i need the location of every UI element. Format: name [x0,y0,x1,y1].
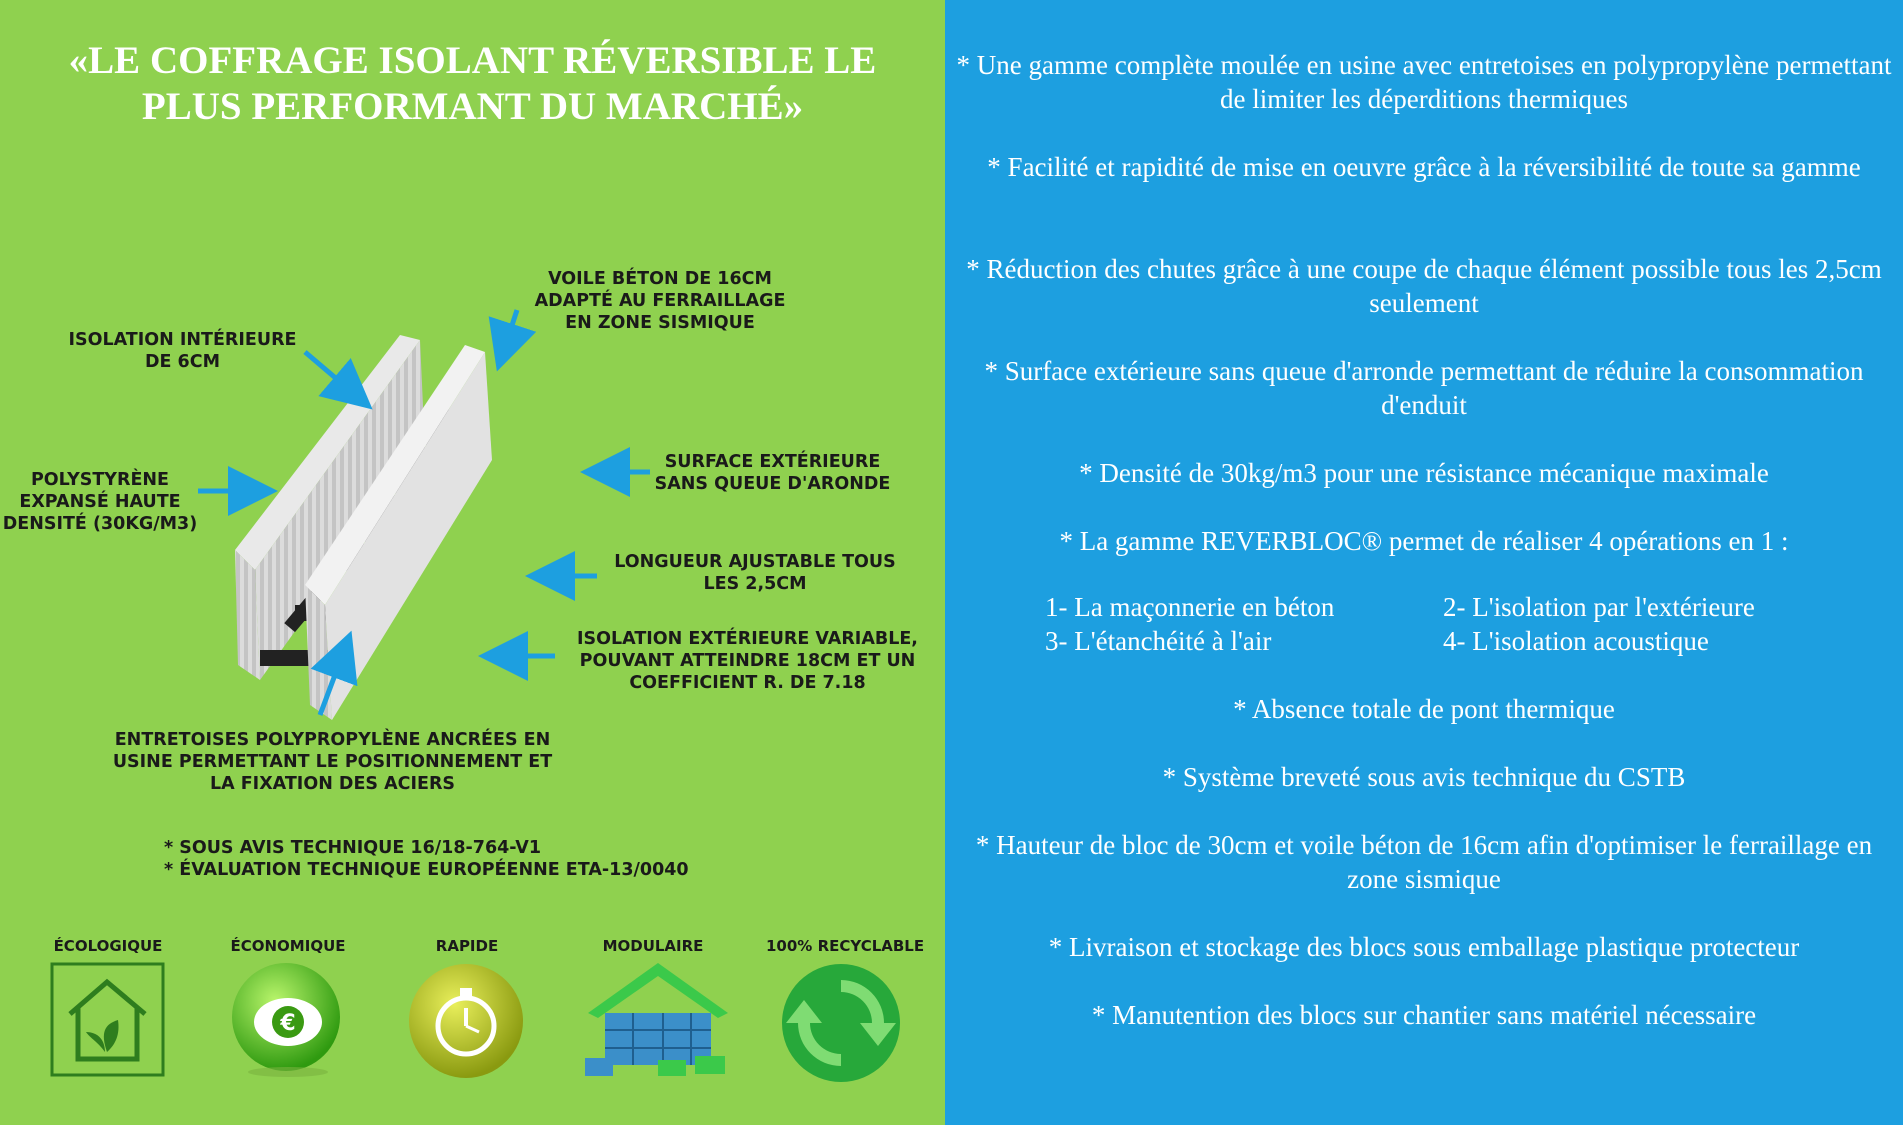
icon-label-economique: ÉCONOMIQUE [230,937,346,955]
icon-label-modulaire: MODULAIRE [602,937,704,955]
feature-livraison: * Livraison et stockage des blocs sous emballage plastique protecteur [1048,932,1800,962]
icon-label-recyclable: 100% RECYCLABLE [766,937,925,955]
feature-systeme-brevete: * Système breveté sous avis technique du CSTB [1162,762,1686,792]
arrow-entretoises [320,640,348,715]
stopwatch-icon [407,962,525,1080]
svg-text:€: € [280,1011,296,1036]
feature-manutention: * Manutention des blocs sur chantier sans matériel nécessaire [1091,1000,1757,1030]
label-entretoises: ENTRETOISES POLYPROPYLÈNE ANCRÉES EN USINE PERMETTANT LE POSITIONNEMENT ET LA FIXATION DES ACIERS [112,730,553,794]
label-longueur-ajustable: LONGUEUR AJUSTABLE TOUS LES 2,5CM [614,552,896,594]
feature-hauteur-bloc: * Hauteur de bloc de 30cm et voile béton de 16cm afin d'optimiser le ferraillage en zone sismique [975,830,1873,894]
operation-1: 1- La maçonnerie en béton [1045,592,1335,622]
feature-densite: * Densité de 30kg/m3 pour une résistance mécanique maximale [1079,458,1769,488]
operation-2: 2- L'isolation par l'extérieure [1443,592,1755,622]
feature-operations-intro: * La gamme REVERBLOC® permet de réaliser 4 opérations en 1 : [1059,526,1789,556]
page-title: «LE COFFRAGE ISOLANT RÉVERSIBLE LE PLUS PERFORMANT DU MARCHÉ» [68,39,877,128]
operation-3: 3- L'étanchéité à l'air [1045,626,1272,656]
operation-4: 4- L'isolation acoustique [1443,626,1709,656]
feature-gamme-complete: * Une gamme complète moulée en usine avec entretoises en polypropylène permettant de limiter les déperditions thermiques [956,50,1892,114]
label-voile-beton: VOILE BÉTON DE 16CM ADAPTÉ AU FERRAILLAGE EN ZONE SISMIQUE [534,269,786,333]
label-isolation-exterieure: ISOLATION EXTÉRIEURE VARIABLE, POUVANT ATTEINDRE 18CM ET UN COEFFICIENT R. DE 7.18 [577,629,918,693]
label-polystyrene: POLYSTYRÈNE EXPANSÉ HAUTE DENSITÉ (30KG/M3) [2,470,198,534]
feature-pont-thermique: * Absence totale de pont thermique [1233,694,1615,724]
piggy-bank-euro-icon [228,962,348,1077]
feature-reduction-chutes: * Réduction des chutes grâce à une coupe de chaque élément possible tous les 2,5cm seulement [966,254,1882,318]
label-surface-exterieure: SURFACE EXTÉRIEURE SANS QUEUE D'ARONDE [654,452,891,494]
feature-surface-exterieure: * Surface extérieure sans queue d'arronde permettant de réduire la consommation d'enduit [984,356,1864,420]
icon-label-ecologique: ÉCOLOGIQUE [53,937,163,955]
icon-label-rapide: RAPIDE [435,937,499,955]
house-leaf-icon [50,962,165,1077]
recycle-arrows-icon [780,962,902,1084]
label-isolation-interieure: ISOLATION INTÉRIEURE DE 6CM [68,330,297,372]
feature-facilite: * Facilité et rapidité de mise en oeuvre grâce à la réversibilité de toute sa gamme [987,152,1861,182]
block-house-icon [583,958,733,1080]
technical-notes: * SOUS AVIS TECHNIQUE 16/18-764-V1 * ÉVALUATION TECHNIQUE EUROPÉENNE ETA-13/0040 [164,838,689,880]
